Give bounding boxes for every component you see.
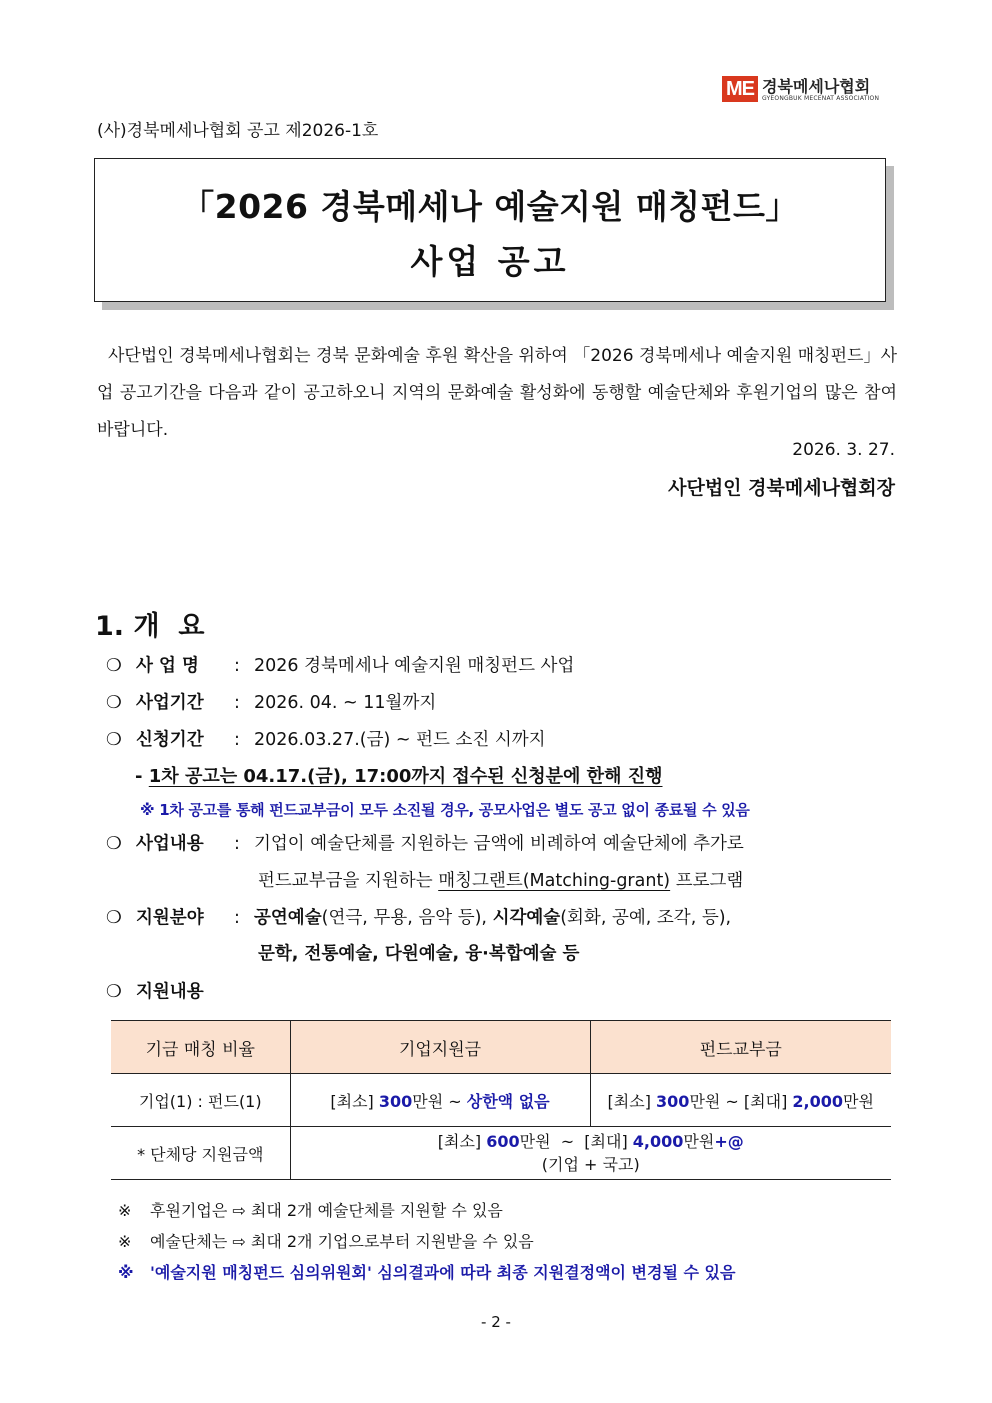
colon: :	[234, 656, 240, 676]
item-label: 지원분야	[136, 908, 204, 928]
cell-text: [최소]	[330, 1091, 379, 1111]
matching-grant-term: 매칭그랜트(Matching-grant)	[438, 871, 671, 891]
page-number: - 2 -	[481, 1313, 511, 1331]
table-row	[111, 1127, 891, 1180]
colon: :	[234, 693, 240, 713]
notice-date: 2026. 3. 27.	[792, 440, 895, 460]
bullet-icon: ❍	[106, 693, 122, 713]
application-first-round	[135, 762, 663, 788]
intro-text: 사단법인 경북메세나협회는 경북 문화예술 후원 확산을 위하여 「2026 경북메세나 예술지원 매칭펀드」사업 공고기간을 다음과 같이 공고하오니 지역의 문화예술 활성화에 동행할 예술단체와 후원기업의 많은 참여 바랍니다.	[97, 346, 898, 440]
signer: 사단법인 경북메세나협회장	[668, 477, 895, 499]
table-header-row	[111, 1021, 891, 1074]
ratio-cell: 기업(1) : 펀드(1)	[111, 1074, 290, 1127]
item-value: 2026.03.27.(금) ~ 펀드 소진 시까지	[254, 730, 546, 750]
first-round-text: 1차 공고는 04.17.(금), 17:00까지 접수된 신청분에 한해 진행	[148, 766, 663, 787]
cell-value: 상한액 없음	[466, 1091, 550, 1111]
bullet-icon: ❍	[106, 730, 122, 750]
item-business-period	[106, 689, 436, 714]
note-mark: ※	[118, 1263, 134, 1282]
footnote	[118, 1229, 534, 1252]
title-box	[94, 158, 886, 302]
notice-number: (사)경북메세나협회 공고 제2026-1호	[97, 121, 379, 141]
table-header: 기금 매칭 비율	[111, 1021, 290, 1074]
table-row	[111, 1074, 891, 1127]
cell-text: 만원 ~	[412, 1091, 467, 1111]
association-logo	[722, 72, 892, 106]
item-label: 사 업 명	[136, 656, 199, 676]
section-title: 1. 개 요	[95, 611, 205, 642]
amount-line	[291, 1130, 892, 1153]
item-support-field	[106, 904, 731, 929]
note-mark: ※	[118, 1232, 132, 1251]
cell-text: [최소]	[437, 1132, 487, 1151]
title-line-1: 「2026 경북메세나 예술지원 매칭펀드」	[181, 187, 799, 226]
item-business-name	[106, 652, 574, 677]
cell-value: 2,000	[792, 1091, 844, 1111]
cell-value: 4,000	[632, 1132, 684, 1151]
colon: :	[234, 730, 240, 750]
per-org-amount-cell	[290, 1127, 891, 1180]
application-note: ※ 1차 공고를 통해 펀드교부금이 모두 소진될 경우, 공모사업은 별도 공고 없이 종료될 수 있음	[140, 801, 750, 819]
fund-grant-cell	[590, 1074, 891, 1127]
intro-paragraph	[97, 338, 897, 449]
business-content-line-2	[258, 867, 743, 892]
content-text: 펀드교부금을 지원하는	[258, 871, 433, 891]
item-business-content	[106, 830, 744, 855]
bullet-icon: ❍	[106, 656, 122, 676]
item-label: 사업기간	[136, 693, 204, 713]
cell-value: 300	[656, 1091, 690, 1111]
cell-value: 300	[378, 1091, 413, 1111]
item-label: 사업내용	[136, 834, 204, 854]
field-visual-detail: (회화, 공예, 조각, 등),	[560, 908, 732, 928]
logo-name: 경북메세나협회	[762, 77, 871, 96]
cell-text: 만원	[683, 1132, 715, 1151]
footnote-highlight	[118, 1260, 735, 1283]
cell-value: +@	[714, 1132, 744, 1151]
logo-subtitle: GYEONGBUK MECENAT ASSOCIATION	[762, 95, 880, 102]
item-value: 기업이 예술단체를 지원하는 금액에 비례하여 예술단체에 추가로	[254, 834, 744, 854]
table-header: 기업지원금	[290, 1021, 590, 1074]
footnote-text: 예술단체는 ⇨ 최대 2개 기업으로부터 지원받을 수 있음	[150, 1232, 534, 1251]
bullet-icon: ❍	[106, 982, 122, 1002]
dash: -	[135, 766, 143, 787]
corp-support-cell	[290, 1074, 590, 1127]
field-visual-arts: 시각예술	[492, 908, 561, 928]
cell-text: [최소]	[607, 1091, 657, 1111]
field-performing-detail: (연극, 무용, 음악 등),	[321, 908, 493, 928]
item-support-content	[106, 978, 234, 1003]
colon: :	[234, 908, 240, 928]
colon: :	[234, 834, 240, 854]
item-label: 지원내용	[136, 982, 204, 1002]
footnote-text: '예술지원 매칭펀드 심의위원회' 심의결과에 따라 최종 지원결정액이 변경될 수 있음	[150, 1263, 736, 1282]
support-field-line-2: 문학, 전통예술, 다원예술, 융·복합예술 등	[258, 944, 580, 964]
item-application-period	[106, 726, 546, 751]
footnote	[118, 1198, 503, 1221]
per-org-label-cell: * 단체당 지원금액	[111, 1127, 290, 1180]
title-line-2: 사업 공고	[410, 242, 570, 281]
cell-value: 600	[486, 1132, 520, 1151]
bullet-icon: ❍	[106, 908, 122, 928]
logo-mark: ME	[722, 76, 758, 102]
note-mark: ※	[118, 1201, 132, 1220]
cell-text: 만원 ~ [최대]	[519, 1132, 633, 1151]
item-label: 신청기간	[136, 730, 204, 750]
field-performing-arts: 공연예술	[254, 908, 322, 928]
cell-text: 만원 ~ [최대]	[689, 1091, 793, 1111]
bullet-icon: ❍	[106, 834, 122, 854]
footnote-text: 후원기업은 ⇨ 최대 2개 예술단체를 지원할 수 있음	[150, 1201, 503, 1220]
amount-note: (기업 + 국고)	[541, 1155, 640, 1174]
item-value: 2026 경북메세나 예술지원 매칭펀드 사업	[254, 656, 575, 676]
support-table	[111, 1020, 891, 1180]
cell-text: 만원	[843, 1091, 874, 1111]
item-value: 2026. 04. ~ 11월까지	[254, 693, 437, 713]
table-header: 펀드교부금	[590, 1021, 891, 1074]
content-text: 프로그램	[675, 871, 744, 891]
